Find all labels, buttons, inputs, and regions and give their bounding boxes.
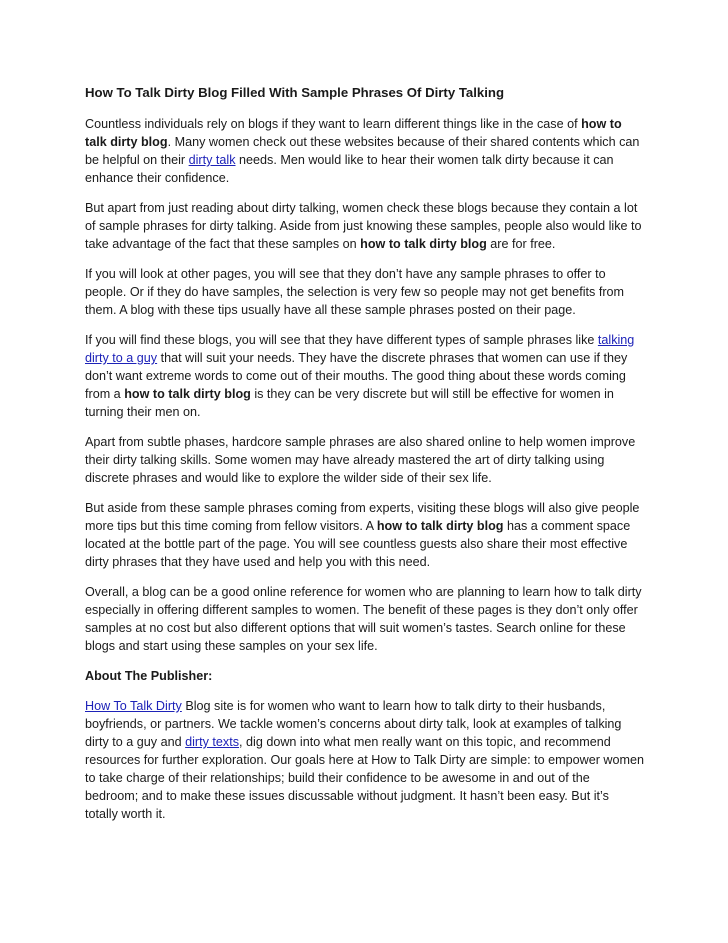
paragraph-4-bold-keyword: how to talk dirty blog xyxy=(124,387,251,401)
about-publisher-heading: About The Publisher: xyxy=(85,669,213,683)
paragraph-8-text-a: Blog site is for women who want to learn how to talk dirty to their husbands, boyfriends, or partners. We tackle women’s concerns about dirty talk, look at examples of talking dirty to a guy and xyxy=(85,699,622,749)
document-title: How To Talk Dirty Blog Filled With Sample Phrases Of Dirty Talking xyxy=(85,85,505,100)
paragraph-8 xyxy=(85,697,645,823)
paragraph-1-text-b: . Many women check out these websites because of their shared contents which can be helpful on their xyxy=(85,135,640,167)
talking-dirty-to-a-guy-link[interactable]: talking dirty to a guy xyxy=(85,333,635,365)
paragraph-2-text-a: But apart from just reading about dirty talking, women check these blogs because they contain a lot of sample phrases for dirty talking. Aside from just knowing these samples, people also would like to take advantage of the fact that these samples on xyxy=(85,201,642,251)
paragraph-2-text-b: are for free. xyxy=(486,237,556,251)
paragraph-1 xyxy=(85,115,645,187)
paragraph-4-text-a: If you will find these blogs, you will see that they have different types of sample phrases like xyxy=(85,333,598,347)
paragraph-6-text-a: But aside from these sample phrases coming from experts, visiting these blogs will also give people more tips but this time coming from fellow visitors. A xyxy=(85,501,640,533)
paragraph-1-text-c: needs. Men would like to hear their women talk dirty because it can enhance their confidence. xyxy=(85,153,614,185)
paragraph-4 xyxy=(85,331,645,421)
paragraph-4-text-b: that will suit your needs. They have the discrete phrases that women can use if they don’t want extreme words to come out of their mouths. The good thing about these words coming from a xyxy=(85,351,628,401)
paragraph-6-text-b: has a comment space located at the bottle part of the page. You will see countless guests also share their most effective dirty phrases that they have used and help you with this need. xyxy=(85,519,631,569)
paragraph-4-text-c: is they can be very discrete but will still be effective for women in turning their men on. xyxy=(85,387,614,419)
dirty-texts-link[interactable]: dirty texts xyxy=(185,735,240,749)
how-to-talk-dirty-link[interactable]: How To Talk Dirty xyxy=(85,699,182,713)
paragraph-5: Apart from subtle phases, hardcore sample phrases are also shared online to help women improve their dirty talking skills. Some women may have already mastered the art of dirty talking using discrete phrases and would like to explore the wilder side of their sex life. xyxy=(85,435,636,485)
paragraph-2-bold-keyword: how to talk dirty blog xyxy=(360,237,487,251)
paragraph-2 xyxy=(85,199,645,253)
paragraph-6-bold-keyword: how to talk dirty blog xyxy=(376,519,504,533)
paragraph-6 xyxy=(85,499,645,571)
document-page xyxy=(85,84,645,835)
paragraph-1-bold-keyword: how to talk dirty blog xyxy=(85,117,622,149)
paragraph-1-text-a: Countless individuals rely on blogs if they want to learn different things like in the case of xyxy=(85,117,582,131)
paragraph-7: Overall, a blog can be a good online reference for women who are planning to learn how to talk dirty especially in offering different samples to women. The benefit of these pages is they don’t only offer samples at no cost but also different options that will suit women’s tastes. Search online for these blogs and start using these samples on your sex life. xyxy=(85,585,642,653)
paragraph-8-text-b: , dig down into what men really want on this topic, and recommend resources for further exploration. Our goals here at How to Talk Dirty are simple: to empower women to take charge of their relationships; build their confidence to be awesome in and out of the bedroom; and to make these issues discussable without judgment. It hasn’t been easy. But it’s totally worth it. xyxy=(85,735,645,821)
dirty-talk-link[interactable]: dirty talk xyxy=(188,153,236,167)
paragraph-3: If you will look at other pages, you will see that they don’t have any sample phrases to offer to people. Or if they do have samples, the selection is very few so people may not get benefits from them. A blog with these tips usually have all these sample phrases posted on their page. xyxy=(85,267,625,317)
